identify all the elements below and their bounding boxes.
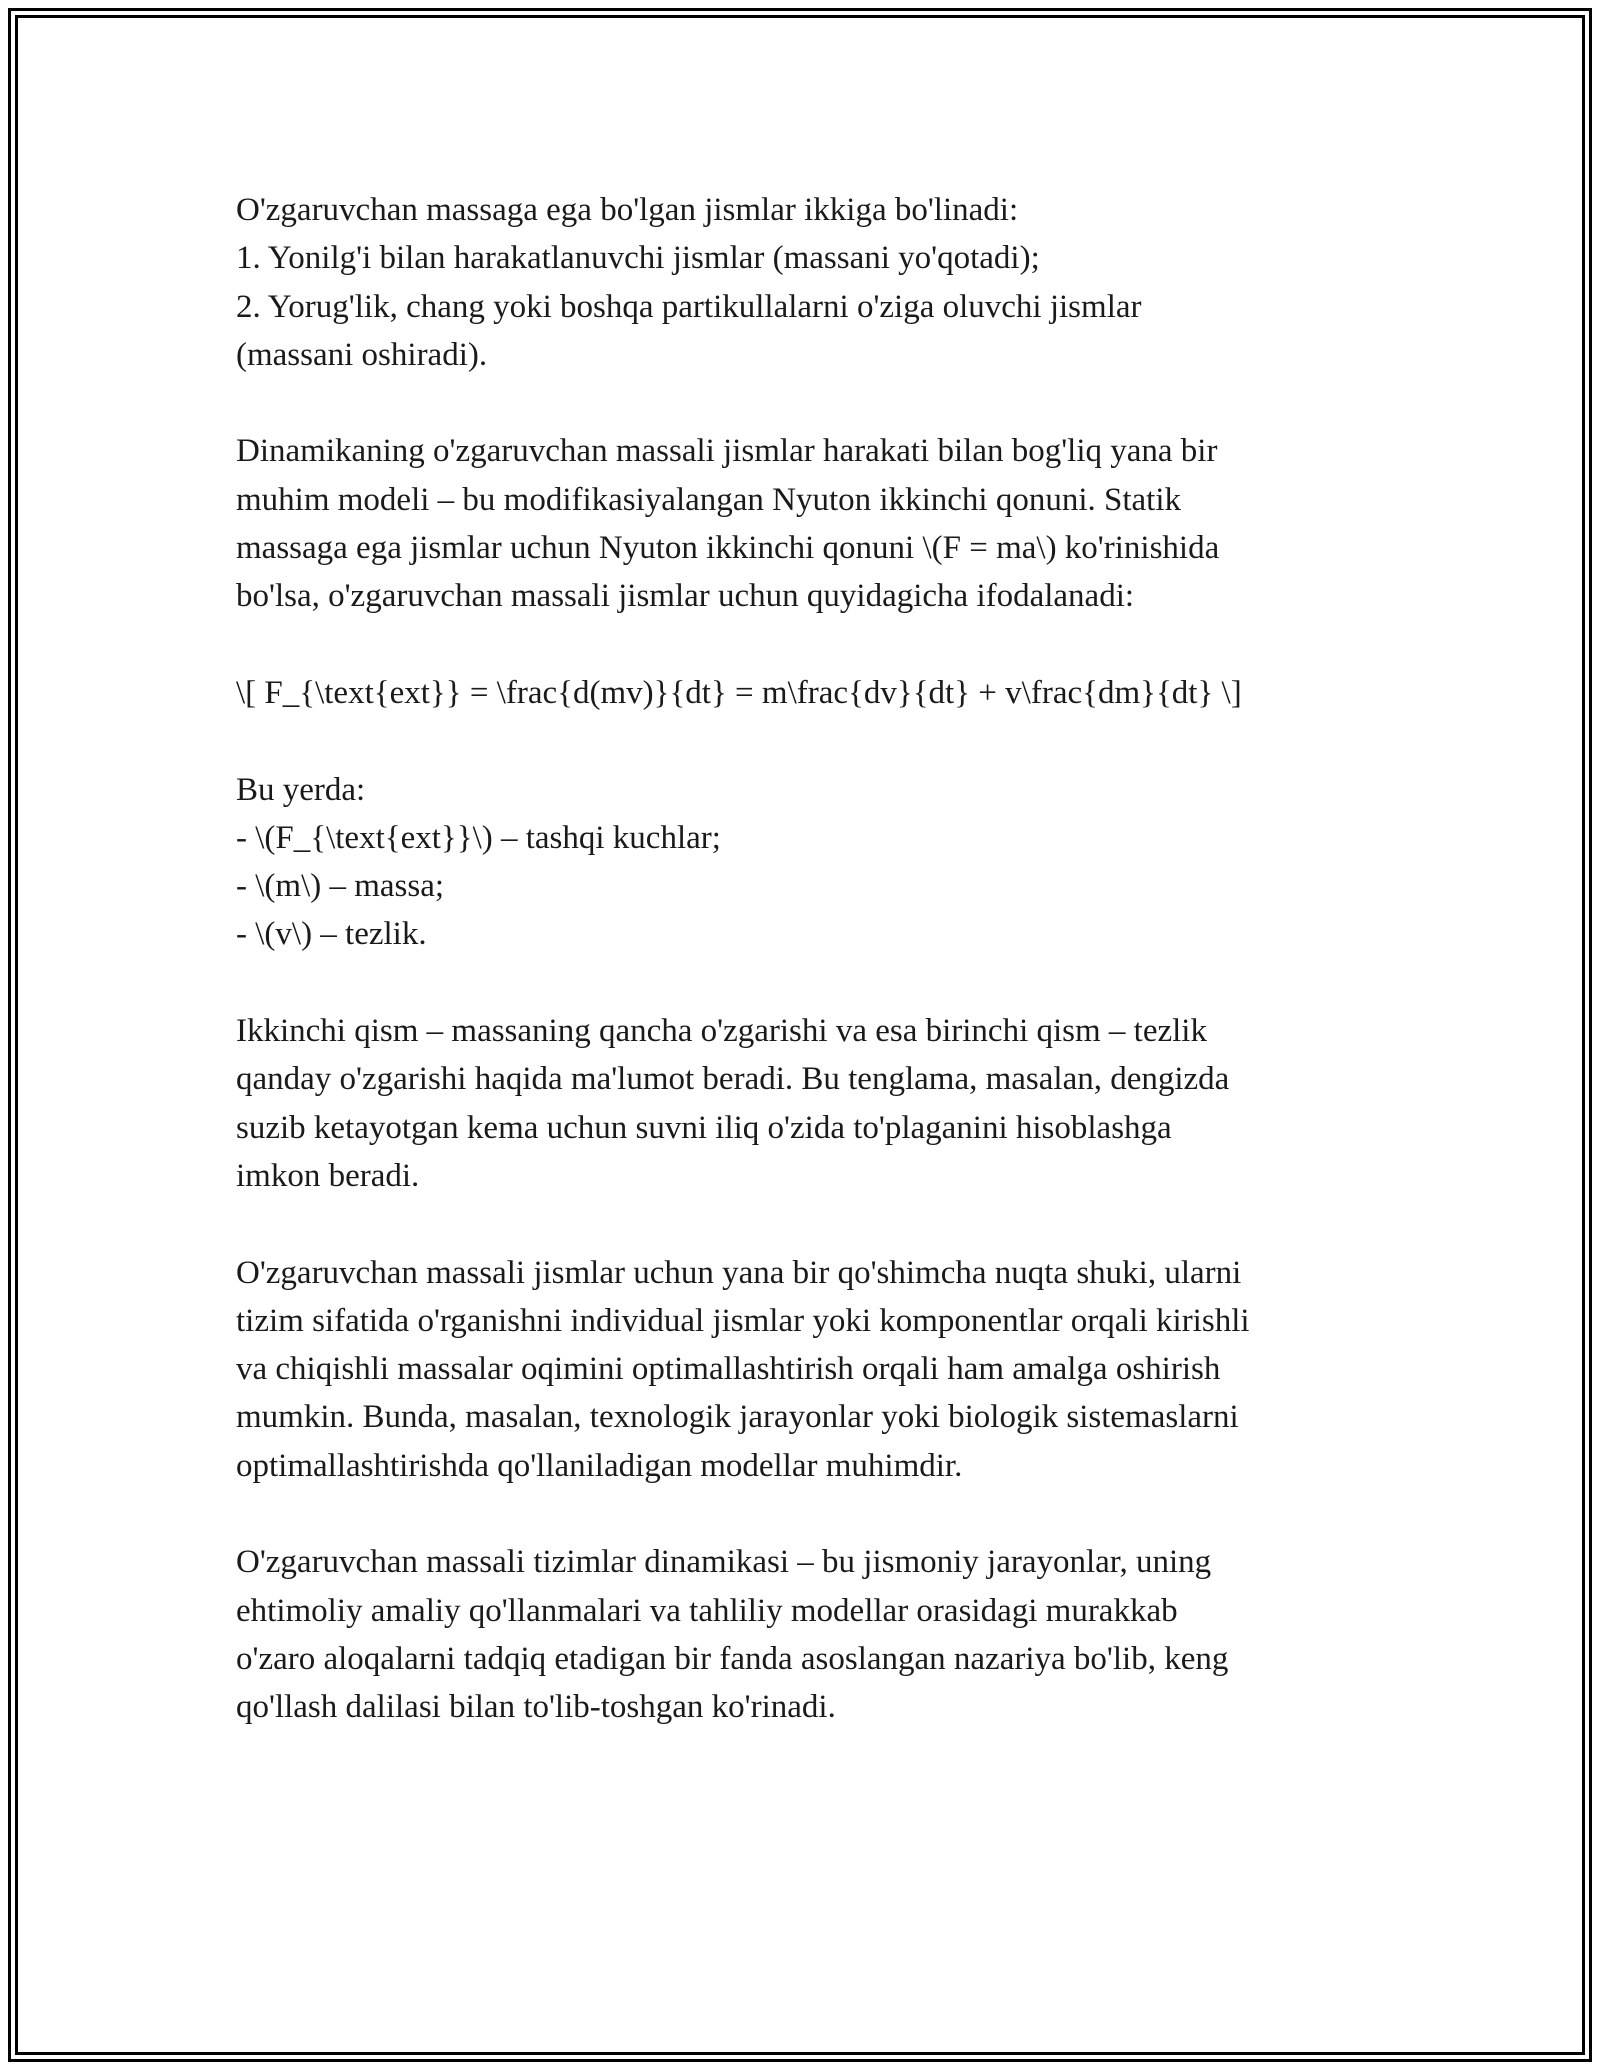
- equation-line: \[ F_{\text{ext}} = \frac{d(mv)}{dt} = m\frac{dv}{dt} + v\frac{dm}{dt} \]: [236, 674, 1242, 711]
- text-line: suzib ketayotgan kema uchun suvni iliq o'zida to'plaganini hisoblashga: [236, 1109, 1172, 1146]
- text-line: qanday o'zgarishi haqida ma'lumot beradi. Bu tenglama, masalan, dengizda: [236, 1061, 1230, 1098]
- document-body: [236, 186, 1386, 1780]
- text-line: massaga ega jismlar uchun Nyuton ikkinchi qonuni \(F = ma\) ko'rinishida: [236, 530, 1220, 567]
- text-line: va chiqishli massalar oqimini optimallashtirish orqali ham amalga oshirish: [236, 1351, 1221, 1388]
- list-item: - \(m\) – massa;: [236, 868, 445, 905]
- paragraph-conclusion: [236, 1538, 1386, 1731]
- text-line: bo'lsa, o'zgaruvchan massali jismlar uchun quyidagicha ifodalanadi:: [236, 578, 1135, 615]
- variable-definitions: [236, 766, 1386, 959]
- text-line: 2. Yorug'lik, chang yoki boshqa partikullalarni o'ziga oluvchi jismlar: [236, 288, 1142, 325]
- text-line: Ikkinchi qism – massaning qancha o'zgarishi va esa birinchi qism – tezlik: [236, 1013, 1207, 1050]
- text-line: O'zgaruvchan massali tizimlar dinamikasi – bu jismoniy jarayonlar, uning: [236, 1544, 1212, 1581]
- text-line: Bu yerda:: [236, 771, 366, 808]
- equation-block: [236, 669, 1386, 717]
- text-line: optimallashtirishda qo'llaniladigan modellar muhimdir.: [236, 1447, 963, 1484]
- text-line: qo'llash dalilasi bilan to'lib-toshgan ko'rinadi.: [236, 1689, 836, 1726]
- list-item: - \(v\) – tezlik.: [236, 916, 427, 953]
- text-line: ehtimoliy amaliy qo'llanmalari va tahliliy modellar orasidagi murakkab: [236, 1592, 1178, 1629]
- text-line: mumkin. Bunda, masalan, texnologik jarayonlar yoki biologik sistemaslarni: [236, 1399, 1239, 1436]
- text-line: O'zgaruvchan massaga ega bo'lgan jismlar ikkiga bo'linadi:: [236, 192, 1019, 228]
- paragraph-mass-types: [236, 186, 1386, 379]
- text-line: muhim modeli – bu modifikasiyalangan Nyuton ikkinchi qonuni. Statik: [236, 481, 1181, 518]
- text-line: Dinamikaning o'zgaruvchan massali jismlar harakati bilan bog'liq yana bir: [236, 433, 1218, 470]
- text-line: (massani oshiradi).: [236, 336, 488, 373]
- text-line: imkon beradi.: [236, 1157, 420, 1194]
- paragraph-equation-parts: [236, 1007, 1386, 1200]
- list-item: - \(F_{\text{ext}}\) – tashqi kuchlar;: [236, 819, 721, 856]
- paragraph-newton-law: [236, 427, 1386, 620]
- text-line: tizim sifatida o'rganishni individual jismlar yoki komponentlar orqali kirishli: [236, 1302, 1250, 1339]
- paragraph-optimization: [236, 1249, 1386, 1490]
- text-line: O'zgaruvchan massali jismlar uchun yana bir qo'shimcha nuqta shuki, ularni: [236, 1254, 1242, 1291]
- text-line: o'zaro aloqalarni tadqiq etadigan bir fanda asoslangan nazariya bo'lib, keng: [236, 1640, 1229, 1677]
- text-line: 1. Yonilg'i bilan harakatlanuvchi jismlar (massani yo'qotadi);: [236, 240, 1040, 277]
